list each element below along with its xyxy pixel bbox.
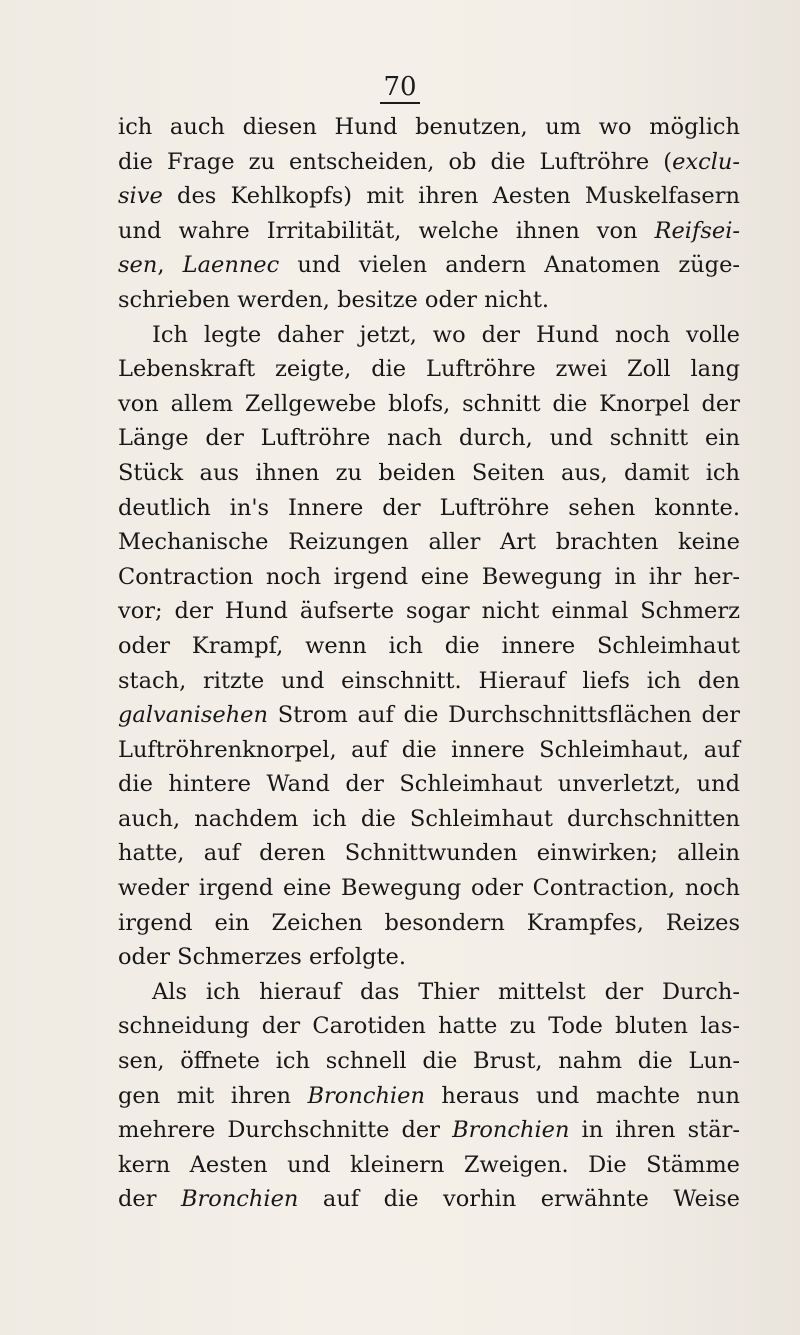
italic-text: Laennec bbox=[182, 252, 280, 279]
text-segment: schneidung der Carotiden hatte zu Tode bluten las- bbox=[118, 1013, 740, 1040]
text-segment: Ich legte daher jetzt, wo der Hund noch volle bbox=[152, 321, 740, 348]
text-segment: mehrere Durchschnitte der bbox=[118, 1117, 453, 1144]
text-segment: vor; der Hund äufserte sogar nicht einmal Schmerz bbox=[118, 598, 740, 625]
italic-text: Bronchien bbox=[452, 1117, 570, 1144]
text-line bbox=[118, 871, 740, 906]
text-segment: , bbox=[157, 252, 183, 279]
text-segment: Lebenskraft zeigte, die Luftröhre zwei Zoll lang bbox=[118, 356, 740, 383]
italic-text: Bronchien bbox=[180, 1186, 299, 1213]
text-line bbox=[118, 940, 740, 975]
text-line bbox=[118, 560, 740, 595]
text-segment: der bbox=[118, 1186, 181, 1213]
text-line bbox=[118, 733, 740, 768]
text-line bbox=[118, 525, 740, 560]
italic-text: Bronchien bbox=[307, 1082, 425, 1109]
text-segment: gen mit ihren bbox=[118, 1082, 308, 1109]
text-line bbox=[118, 1079, 740, 1114]
text-segment: sen, öffnete ich schnell die Brust, nahm die Lun- bbox=[118, 1048, 740, 1075]
text-line bbox=[118, 352, 740, 387]
text-segment: Luftröhrenknorpel, auf die innere Schleimhaut, auf bbox=[118, 736, 740, 763]
text-segment: und vielen andern Anatomen züge- bbox=[279, 252, 740, 279]
text-segment: Länge der Luftröhre nach durch, und schnitt ein bbox=[118, 425, 740, 452]
text-line bbox=[118, 975, 740, 1010]
text-segment: schrieben werden, besitze oder nicht. bbox=[118, 286, 550, 313]
text-line bbox=[118, 491, 740, 526]
text-segment: und wahre Irritabilität, welche ihnen von bbox=[118, 217, 655, 244]
italic-text: sen bbox=[118, 252, 158, 279]
text-line bbox=[118, 629, 740, 664]
page-number bbox=[0, 72, 800, 102]
text-line bbox=[118, 421, 740, 456]
text-segment: hatte, auf deren Schnittwunden einwirken; allein bbox=[118, 840, 740, 867]
text-line bbox=[118, 664, 740, 699]
text-segment: die Frage zu entscheiden, ob die Luftröhre ( bbox=[118, 148, 673, 175]
text-line bbox=[118, 594, 740, 629]
text-line bbox=[118, 1044, 740, 1079]
text-line bbox=[118, 802, 740, 837]
text-line bbox=[118, 906, 740, 941]
text-segment: Stück aus ihnen zu beiden Seiten aus, damit ich bbox=[118, 459, 740, 486]
text-line bbox=[118, 456, 740, 491]
text-segment: deutlich in's Innere der Luftröhre sehen konnte. bbox=[118, 494, 740, 521]
text-line bbox=[118, 145, 740, 180]
text-line bbox=[118, 698, 740, 733]
text-segment: auf die vorhin erwähnte Weise bbox=[298, 1186, 740, 1213]
text-segment: Mechanische Reizungen aller Art brachten keine bbox=[118, 529, 740, 556]
text-segment: oder Krampf, wenn ich die innere Schleimhaut bbox=[118, 632, 740, 659]
text-segment: Contraction noch irgend eine Bewegung in ihr her- bbox=[118, 563, 740, 590]
text-line bbox=[118, 318, 740, 353]
italic-text: exclu- bbox=[672, 148, 740, 175]
text-segment: auch, nachdem ich die Schleimhaut durchschnitten bbox=[118, 805, 740, 832]
text-segment: stach, ritzte und einschnitt. Hierauf liefs ich den bbox=[118, 667, 740, 694]
text-segment: von allem Zellgewebe blofs, schnitt die Knorpel der bbox=[118, 390, 740, 417]
italic-text: Reifsei- bbox=[654, 217, 740, 244]
text-segment: in ihren stär- bbox=[569, 1117, 740, 1144]
text-line bbox=[118, 836, 740, 871]
text-segment: heraus und machte nun bbox=[424, 1082, 740, 1109]
text-segment: Strom auf die Durchschnittsflächen der bbox=[268, 702, 740, 729]
text-segment: die hintere Wand der Schleimhaut unverletzt, und bbox=[118, 771, 740, 798]
text-line bbox=[118, 387, 740, 422]
text-line bbox=[118, 1113, 740, 1148]
text-segment: ich auch diesen Hund benutzen, um wo möglich bbox=[118, 114, 740, 140]
text-line bbox=[118, 1182, 740, 1217]
text-segment: kern Aesten und kleinern Zweigen. Die Stämme bbox=[118, 1151, 740, 1178]
text-line bbox=[118, 1009, 740, 1044]
text-line bbox=[118, 179, 740, 214]
text-segment: irgend ein Zeichen besondern Krampfes, Reizes bbox=[118, 909, 740, 936]
text-line bbox=[118, 767, 740, 802]
page-number-text: 70 bbox=[380, 72, 419, 104]
text-segment: des Kehlkopfs) mit ihren Aesten Muskelfasern bbox=[162, 183, 740, 210]
text-line bbox=[118, 1148, 740, 1183]
text-line bbox=[118, 214, 740, 249]
body-text bbox=[118, 110, 740, 1217]
text-line bbox=[118, 248, 740, 283]
italic-text: sive bbox=[118, 183, 163, 210]
text-segment: oder Schmerzes erfolgte. bbox=[118, 944, 407, 971]
text-segment: Als ich hierauf das Thier mittelst der Durch- bbox=[152, 978, 740, 1005]
italic-text: galvanisehen bbox=[118, 702, 268, 729]
text-line bbox=[118, 283, 740, 318]
text-line bbox=[118, 110, 740, 145]
text-segment: weder irgend eine Bewegung oder Contraction, noch bbox=[118, 875, 740, 902]
